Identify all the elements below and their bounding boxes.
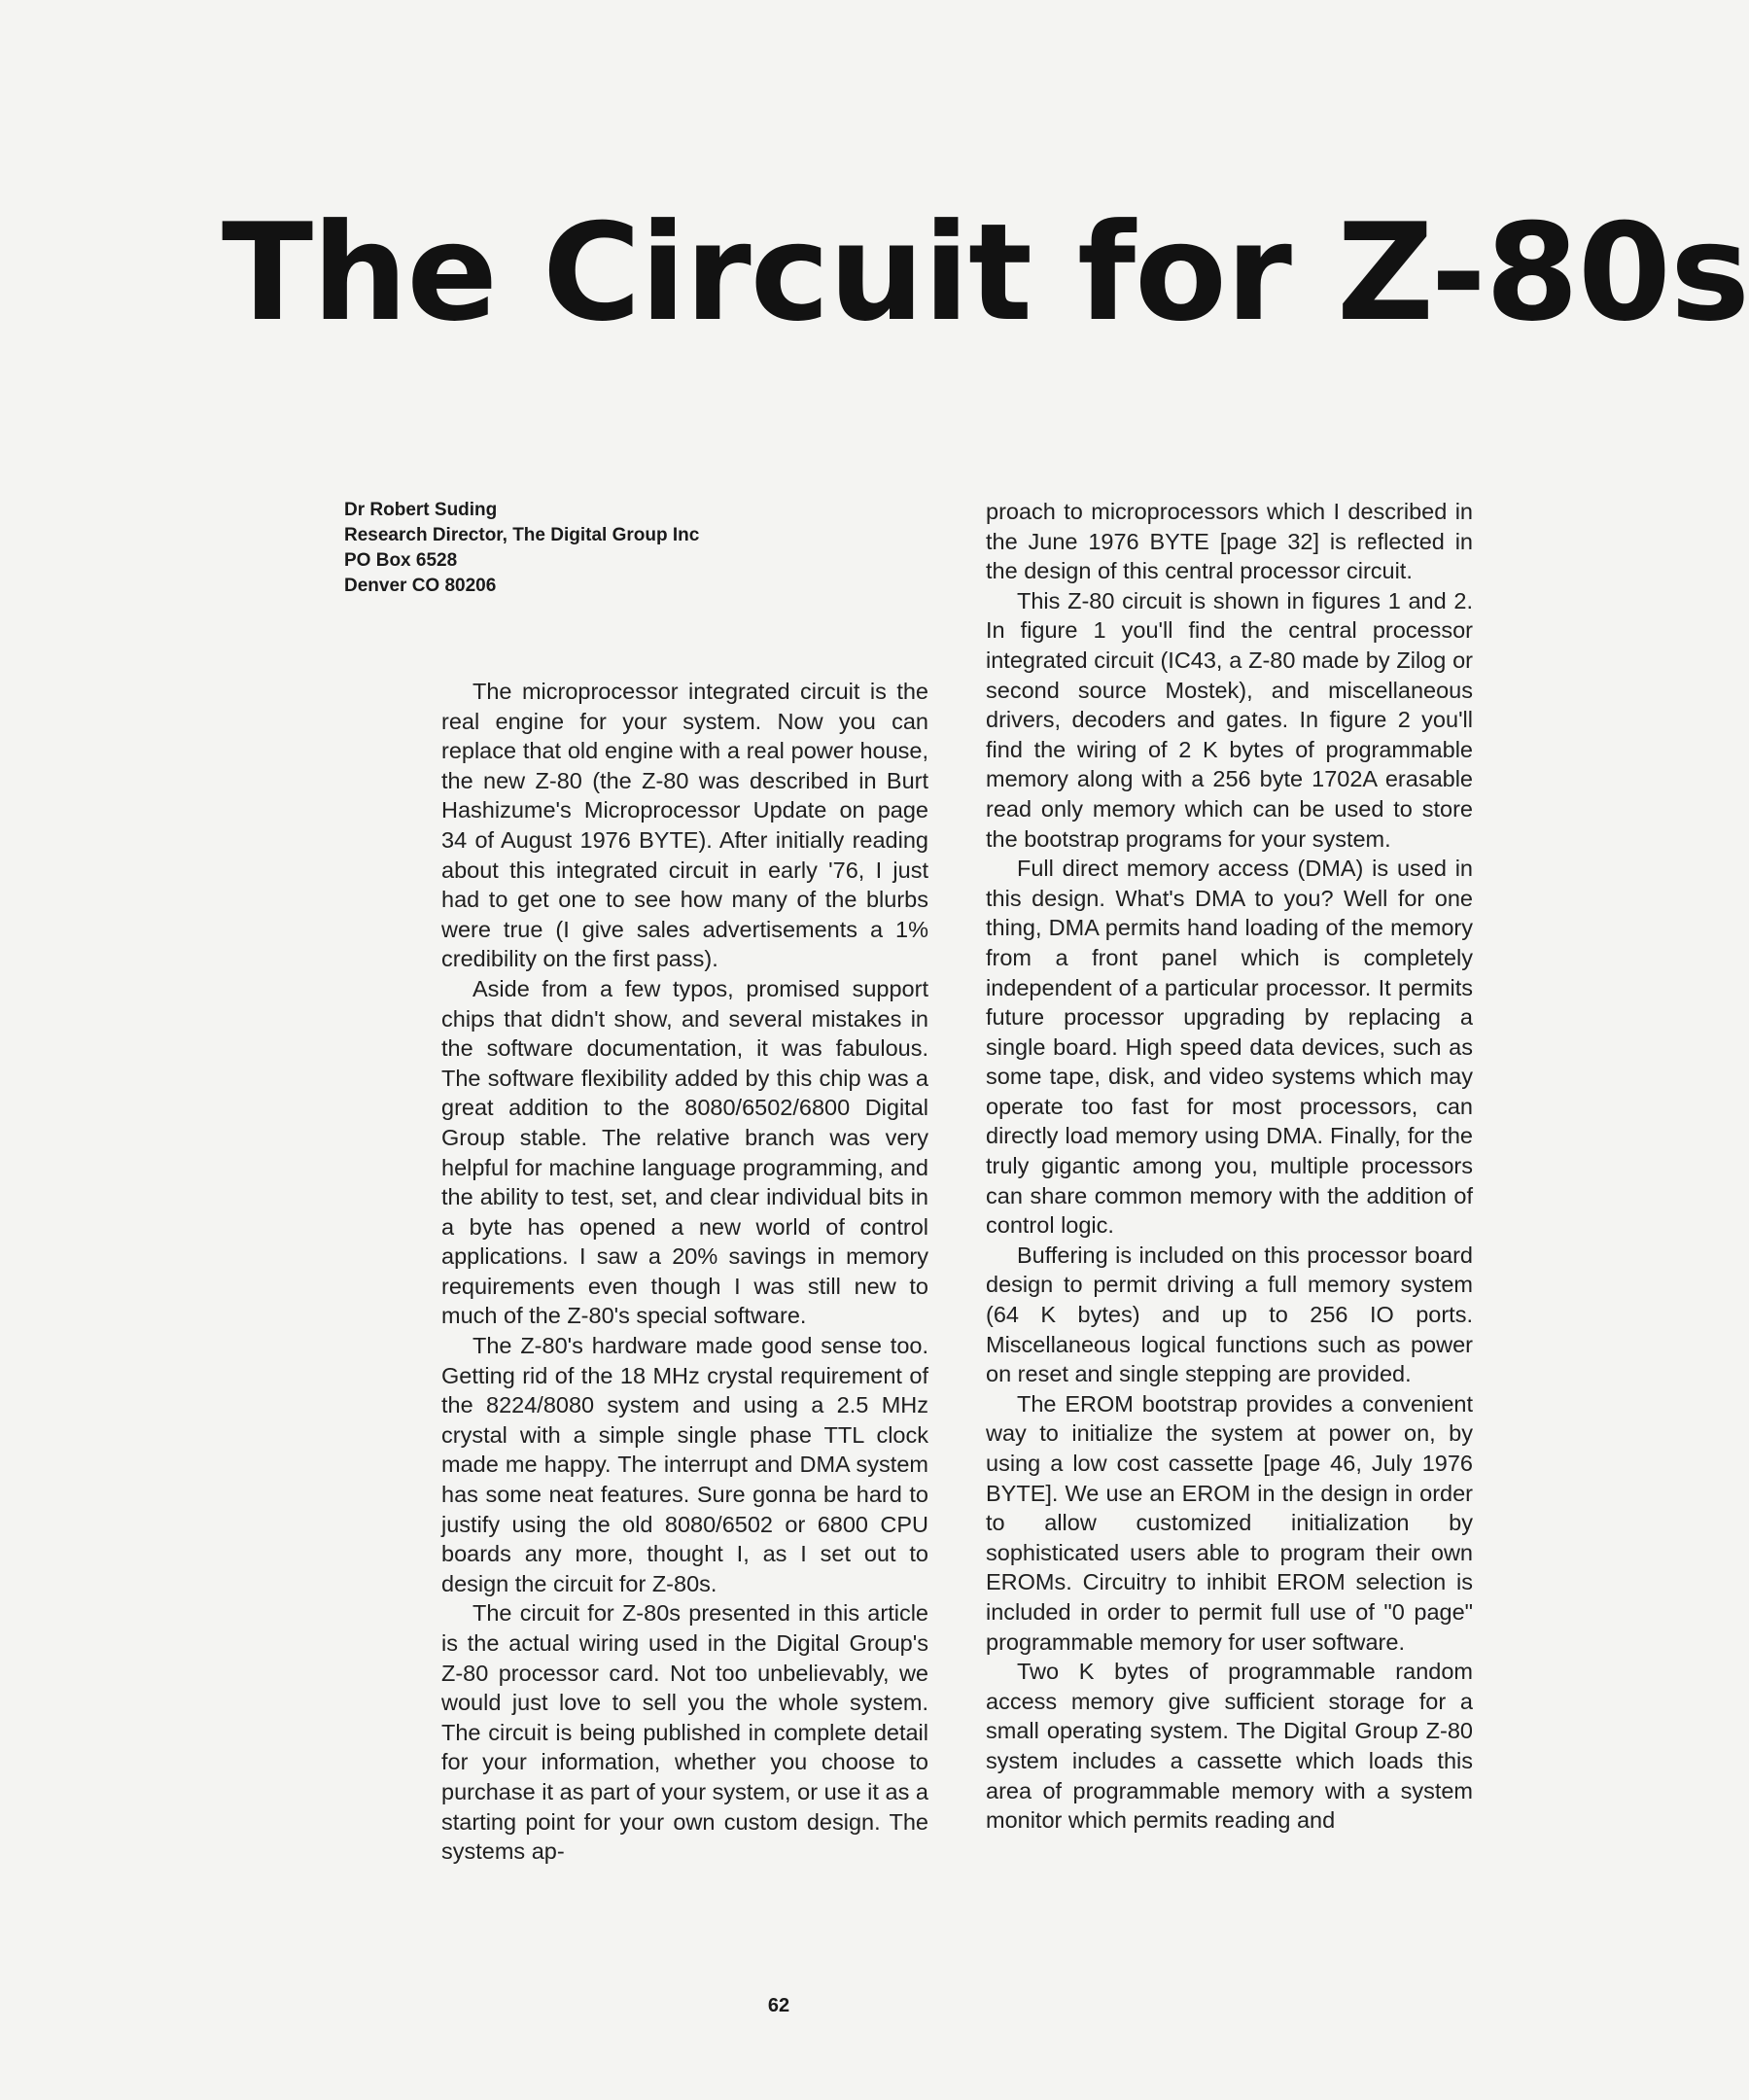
author-address-line2: Denver CO 80206 (344, 576, 497, 596)
paragraph-continued: proach to microprocessors which I described in the June 1976 BYTE [page 32] is reflected in the design of this central processor circuit. (986, 499, 1473, 584)
paragraph: The Z-80's hardware made good sense too. Getting rid of the 18 MHz crystal requirement of the 8224/8080 system and using a 2.5 MHz crystal with a simple single phase TTL clock made me happy. The interrupt and DMA system has some neat features. Sure gonna be hard to justify using the old 8080/6502 or 6800 CPU boards any more, thought I, as I set out to design the circuit for Z-80s. (441, 1333, 928, 1596)
author-byline (344, 498, 699, 599)
paragraph: This Z-80 circuit is shown in figures 1 and 2. In figure 1 you'll find the central processor integrated circuit (IC43, a Z-80 made by Zilog or second source Mostek), and miscellaneous drivers, decoders and gates. In figure 2 you'll find the wiring of 2 K bytes of programmable memory along with a 256 byte 1702A erasable read only memory which can be used to store the bootstrap programs for your system. (986, 587, 1473, 852)
author-name: Dr Robert Suding (344, 500, 498, 520)
article-title: The Circuit for Z-80s (222, 194, 1749, 351)
paragraph: The microprocessor integrated circuit is the real engine for your system. Now you can replace that old engine with a real power house, the new Z-80 (the Z-80 was described in Burt Hashizume's Microprocessor Update on page 34 of August 1976 BYTE). After initially reading about this integrated circuit in early '76, I just had to get one to see how many of the blurbs were true (I give sales advertisements a 1% credibility on the first pass). (441, 679, 928, 972)
paragraph: The EROM bootstrap provides a convenient way to initialize the system at power on, by using a low cost cassette [page 46, July 1976 BYTE]. We use an EROM in the design in order to allow customized initialization by sophisticated users able to program their own EROMs. Circuitry to inhibit EROM selection is included in order to permit full use of "0 page" programmable memory for user software. (986, 1390, 1473, 1655)
paragraph: Aside from a few typos, promised support chips that didn't show, and several mistakes in the software documentation, it was fabulous. The software flexibility added by this chip was a great addition to the 8080/6502/6800 Digital Group stable. The relative branch was very helpful for machine language programming, and the ability to test, set, and clear individual bits in a byte has opened a new world of control applications. I saw a 20% savings in memory requirements even though I was still new to much of the Z-80's special software. (441, 975, 928, 1329)
paragraph: Buffering is included on this processor board design to permit driving a full memory system (64 K bytes) and up to 256 IO ports. Miscellaneous logical functions such as power on reset and single stepping are provided. (986, 1242, 1473, 1387)
paragraph: Two K bytes of programmable random access memory give sufficient storage for a small operating system. The Digital Group Z-80 system includes a cassette which loads this area of programmable memory with a system monitor which permits reading and (986, 1659, 1473, 1834)
author-position: Research Director, The Digital Group Inc (344, 525, 700, 545)
author-address-line1: PO Box 6528 (344, 550, 458, 571)
right-column (986, 497, 1473, 1836)
left-column (441, 677, 928, 1867)
page-number: 62 (767, 1995, 790, 2016)
paragraph: Full direct memory access (DMA) is used in this design. What's DMA to you? Well for one thing, DMA permits hand loading of the memory from a front panel which is completely independent of a particular processor. It permits future processor upgrading by replacing a single board. High speed data devices, such as some tape, disk, and video systems which may operate too fast for most processors, can directly load memory using DMA. Finally, for the truly gigantic among you, multiple processors can share common memory with the addition of control logic. (986, 856, 1473, 1239)
paragraph: The circuit for Z-80s presented in this article is the actual wiring used in the Digital Group's Z-80 processor card. Not too unbelievably, we would just love to sell you the whole system. The circuit is being published in complete detail for your information, whether you choose to purchase it as part of your system, or use it as a starting point for your own custom design. The systems ap- (441, 1600, 928, 1865)
